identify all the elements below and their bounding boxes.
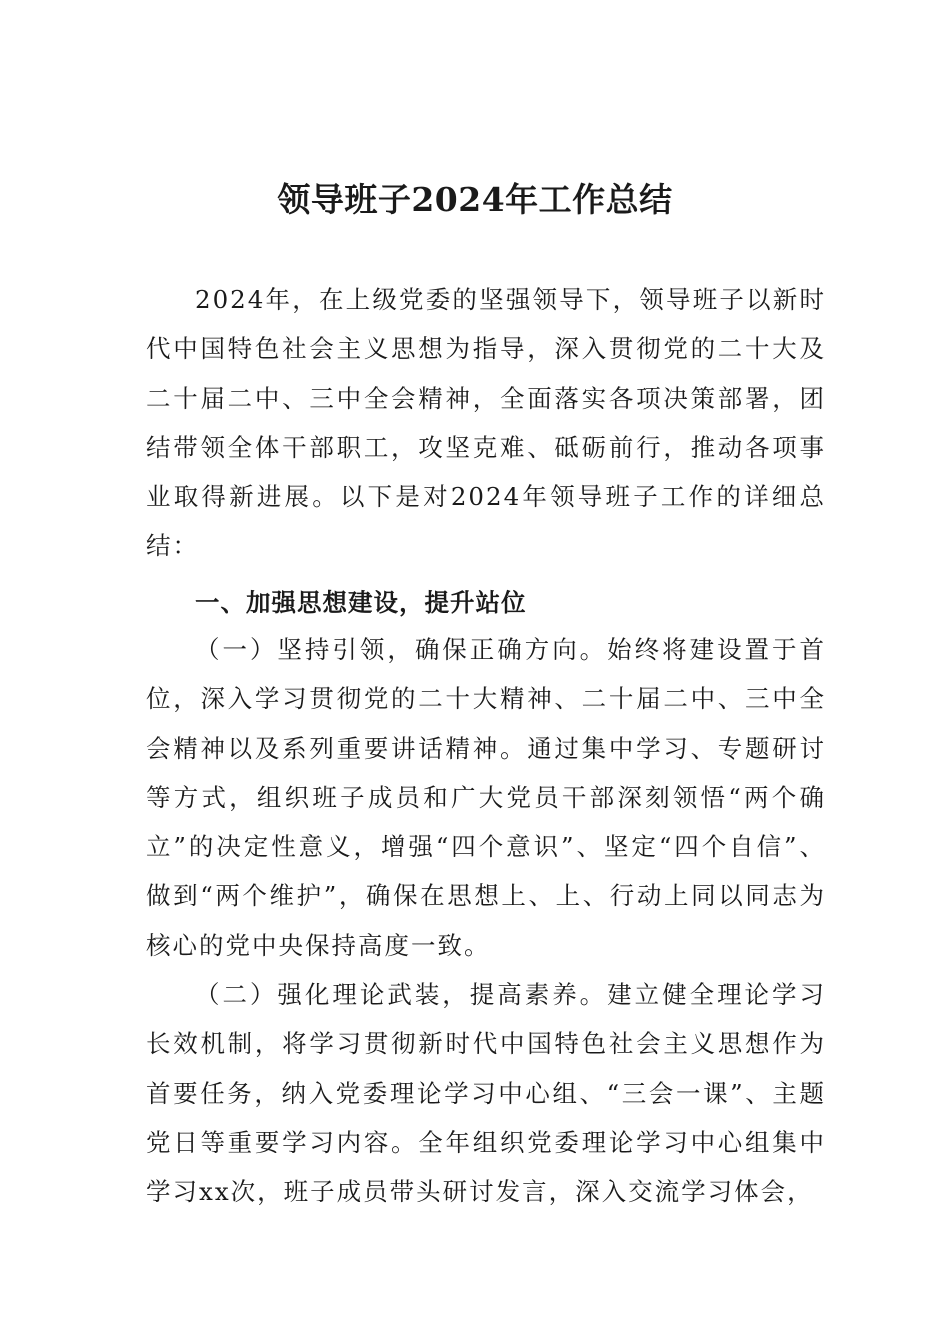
intro-paragraph: 2024年，在上级党委的坚强领导下，领导班子以新时代中国特色社会主义思想为指导，深入贯彻党的二十大及二十届二中、三中全会精神，全面落实各项决策部署，团结带领全体干部职工，攻坚克难、砥砺前行，推动各项事业取得新进展。以下是对2024年领导班子工作的详细总结：: [146, 285, 826, 561]
section-paragraph-1: （一）坚持引领，确保正确方向。始终将建设置于首位，深入学习贯彻党的二十大精神、二十届二中、三中全会精神以及系列重要讲话精神。通过集中学习、专题研讨等方式，组织班子成员和广大党员干部深刻领悟“两个确立”的决定性意义，增强“四个意识”、坚定“四个自信”、做到“两个维护”，确保在思想上、上、行动上同以同志为核心的党中央保持高度一致。: [146, 635, 826, 960]
document-title: 领导班子2024年工作总结: [277, 180, 673, 219]
section-paragraph-2: （二）强化理论武装，提高素养。建立健全理论学习长效机制，将学习贯彻新时代中国特色社会主义思想作为首要任务，纳入党委理论学习中心组、“三会一课”、主题党日等重要学习内容。全年组织党委理论学习中心组集中学习xx次，班子成员带头研讨发言，深入交流学习体会，: [146, 980, 826, 1207]
section-heading: 一、加强思想建设，提升站位: [195, 588, 527, 617]
